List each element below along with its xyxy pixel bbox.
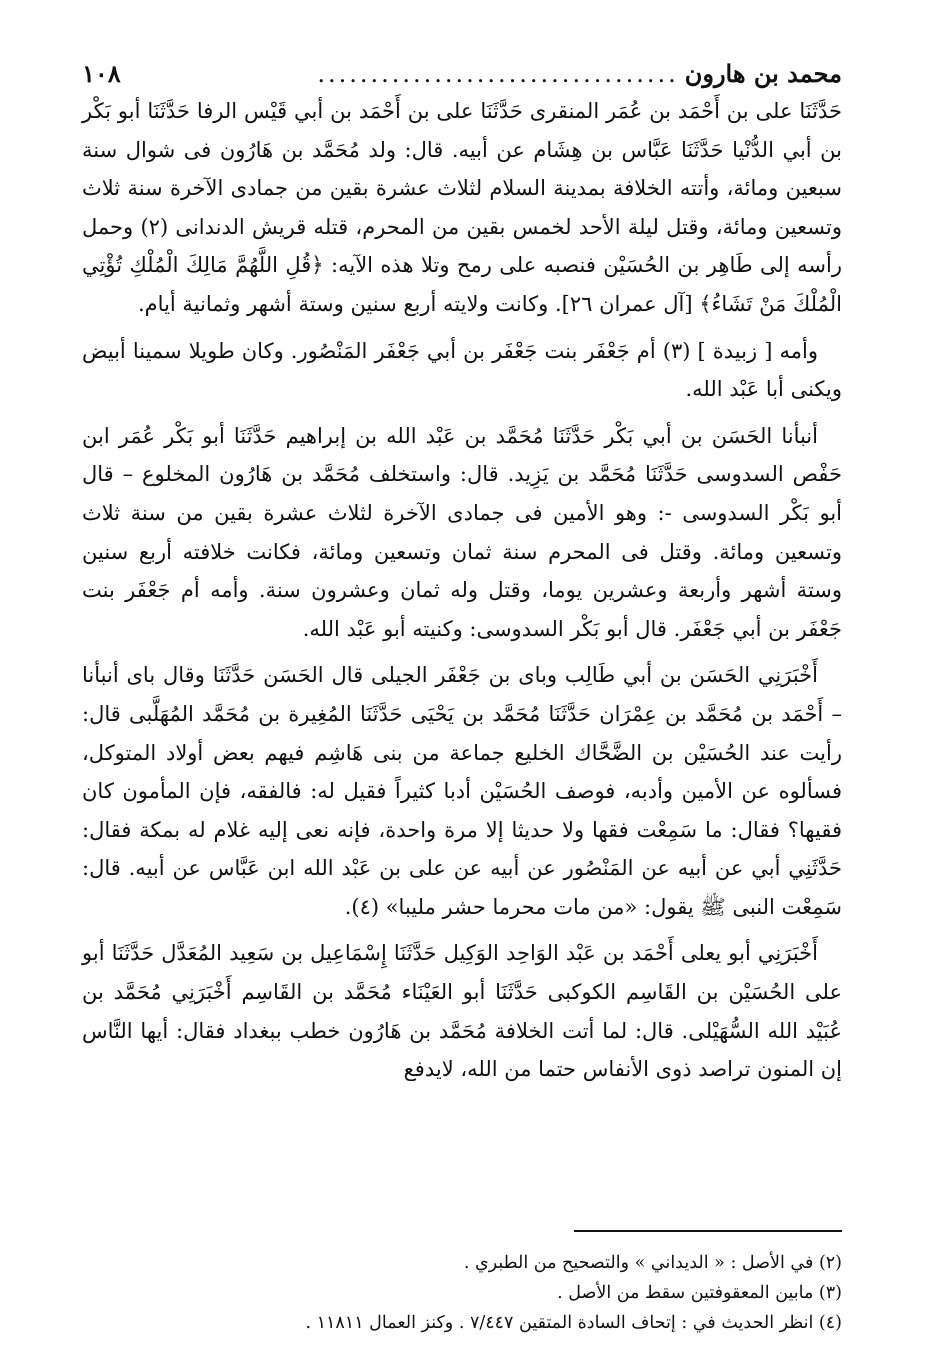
paragraph-5: أَخْبَرَنِي أبو يعلى أَحْمَد بن عَبْد الوَاحِد الوَكِيل حَدَّثَنَا إِسْمَاعِيل بن سَعِيد المُعَدَّل حَدَّثَنَا أبو على الحُسَيْن بن القَاسِم الكوكبى حَدَّثَنَا أبو العَيْنَاء مُحَمَّد بن القَاسِم أَخْبَرَنِي مُحَمَّد بن عُبَيْد الله السُّهَيْلى. قال: لما أتت الخلافة مُحَمَّد بن هَارُون خطب ببغداد فقال: أيها النَّاس إن المنون تراصد ذوى الأنفاس حتما من الله، لايدفع (82, 941, 842, 1082)
dot-leader: .................................. (317, 60, 679, 88)
running-head (82, 56, 842, 92)
book-page (82, 56, 842, 1346)
body-text (82, 92, 842, 1089)
page-number: ١٠٨ (82, 59, 121, 88)
paragraph-4: أَخْبَرَنِي الحَسَن بن أبي طَالِب وباى بن جَعْفَر الجيلى قال الحَسَن حَدَّثَنَا وقال باى أنبأنا – أَحْمَد بن مُحَمَّد بن عِمْرَان حَدَّثَنَا مُحَمَّد بن يَحْيَى حَدَّثَنَا المُغِيرة بن مُحَمَّد المُهَلَّبى قال: رأيت عند الحُسَيْن بن الضَّحَّاك الخليع جماعة من بنى هَاشِم فيهم بعض أولاد المتوكل، فسألوه عن الأمين وأدبه، فوصف الحُسَيْن أدبا كثيراً فقيل له: فالفقه، فإن المأمون كان فقيها؟ فقال: ما سَمِعْت فقها ولا حديثا إلا مرة واحدة، فإنه نعى إليه غلام له بمكة فقال: حَدَّثَنِي أبي عن أبيه عن المَنْصُور عن أبيه عن على بن عَبْد الله ابن عَبَّاس عن أبيه. قال: سَمِعْت النبى ﷺ يقول: «من مات محرما حشر مليبا» (٤). (82, 663, 842, 919)
footnote-4: (٤) انظر الحديث في : إتحاف السادة المتقين ٧/٤٤٧ . وكنز العمال ١١٨١١ . (305, 1313, 842, 1333)
paragraph-2: وأمه [ زبيدة ] (٣) أم جَعْفَر بنت جَعْفَر بن أبي جَعْفَر المَنْصُور. وكان طويلا سمينا أبيض ويكنى أبا عَبْد الله. (82, 338, 842, 402)
footnote-divider (574, 1230, 842, 1232)
footnote-3: (٣) مابين المعقوفتين سقط من الأصل . (557, 1283, 842, 1303)
footnotes (82, 1248, 842, 1338)
paragraph-1: حَدَّثَنَا على بن أَحْمَد بن عُمَر المنقرى حَدَّثَنَا على بن أَحْمَد بن أبي قَيْس الرفا حَدَّثَنَا أبو بَكْر بن أبي الدُّنْيا حَدَّثَنَا عَبَّاس بن هِشَام عن أبيه. قال: ولد مُحَمَّد بن هَارُون فى شوال سنة سبعين ومائة، وأتته الخلافة بمدينة السلام لثلاث عشرة بقين من جمادى الآخرة سنة ثلاث وتسعين ومائة، وقتل ليلة الأحد لخمس بقين من المحرم، قتله قريش الدندانى (٢) وحمل رأسه إلى طَاهِر بن الحُسَيْن فنصبه على رمح وتلا هذه الآيه: ﴿قُلِ اللَّهُمَّ مَالِكَ الْمُلْكِ تُؤْتِي الْمُلْكَ مَنْ تَشَاءُ﴾ [آل عمران ٢٦]. وكانت ولايته أربع سنين وستة أشهر وثمانية أيام. (82, 99, 842, 316)
footnote-2: (٢) في الأصل : « الديداني » والتصحيح من الطبري . (463, 1253, 842, 1273)
paragraph-3: أنبأنا الحَسَن بن أبي بَكْر حَدَّثَنَا مُحَمَّد بن عَبْد الله بن إبراهيم حَدَّثَنَا أبو بَكْر عُمَر ابن حَفْص السدوسى حَدَّثَنَا مُحَمَّد بن يَزِيد. قال: واستخلف مُحَمَّد بن هَارُون المخلوع – قال أبو بَكْر السدوسى -: وهو الأمين فى جمادى الآخرة لثلاث عشرة بقين من سنة ثلاث وتسعين ومائة. وقتل فى المحرم سنة ثمان وتسعين ومائة، فكانت خلافته أربع سنين وستة أشهر وأربعة وعشرين يوما، وقتل وله ثمان وعشرون سنة. وأمه أم جَعْفَر بنت جَعْفَر بن أبي جَعْفَر. قال أبو بَكْر السدوسى: وكنيته أبو عَبْد الله. (82, 423, 842, 641)
running-title: محمد بن هارون (684, 59, 842, 88)
